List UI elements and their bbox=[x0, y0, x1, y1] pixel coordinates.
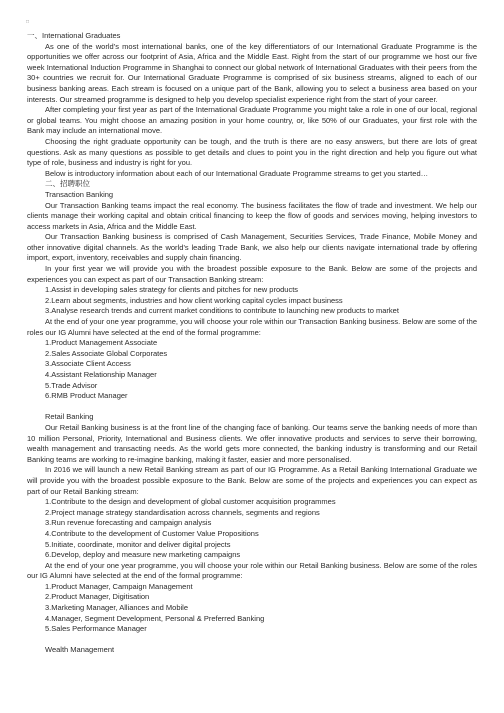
list-item: 3.Marketing Manager, Alliances and Mobile bbox=[45, 603, 188, 613]
list-item: 3.Run revenue forecasting and campaign analysis bbox=[45, 518, 212, 528]
subheading-transaction-banking: Transaction Banking bbox=[45, 189, 114, 199]
paragraph: At the end of your one year programme, you will choose your role within our Transaction Banking business. Below are some of the roles our IG Alumni have selected at the end of the formal programme: bbox=[27, 317, 477, 337]
paragraph: Below is introductory information about each of our International Graduate Programme streams to get you started… bbox=[45, 168, 429, 178]
paragraph: Our Transaction Banking teams impact the real economy. The business facilitates the flow of trade and investment. We help our clients manage their working capital and obtain critical financing to keep the flow of goods and services moving, helping investors to access markets in Asia, Africa and the Middle East. bbox=[27, 200, 477, 231]
list-item: 4.Assistant Relationship Manager bbox=[45, 370, 157, 379]
list-item: 3.Associate Client Access bbox=[45, 359, 131, 369]
list-item: 2.Project manage strategy standardisation across channels, segments and regions bbox=[45, 507, 320, 517]
paragraph: Our Transaction Banking business is comprised of Cash Management, Securities Services, Trade Finance, Mobile Money and other innovative digital channels. As the world’s leading Trade Bank, we also help our clients navigate international trade by offering import, export, inventory, receivables and supply chain financing. bbox=[27, 232, 477, 263]
paragraph: At the end of your one year programme, you will choose your role within our Retail Banking business. Below are some of the roles our IG Alumni have selected at the end of the formal programme: bbox=[27, 560, 477, 581]
paragraph: In your first year we will provide you with the broadest possible exposure to the Bank. Below are some of the projects and experiences you can expect as part of our Transaction Banking stream: bbox=[27, 264, 477, 284]
list-item: 4.Manager, Segment Development, Personal & Preferred Banking bbox=[45, 613, 265, 623]
paragraph: In 2016 we will launch a new Retail Banking stream as part of our IG Programme. As a Retail Banking International Graduate we will provide you with the broadest possible exposure to the Bank. Below are some of the projects and experiences you can expect as part of our Retail Banking stream: bbox=[27, 465, 477, 496]
document-body bbox=[27, 31, 477, 656]
subheading-wealth-management: Wealth Management bbox=[45, 645, 115, 655]
section-heading-international-graduates: 一、International Graduates bbox=[27, 31, 121, 40]
paragraph: After completing your first year as part of the International Graduate Programme you might take a role in one of our local, regional or global teams. You might choose an amazing position in your home country, or, like 50% of our Graduates, your first role with the Bank may include an international move. bbox=[27, 105, 477, 136]
subheading-retail-banking: Retail Banking bbox=[45, 412, 94, 422]
list-item: 6.RMB Product Manager bbox=[45, 391, 128, 401]
paragraph: As one of the world’s most international banks, one of the key differentiators of our International Graduate Programme is the opportunities we offer across our footprint of Asia, Africa and the Middle East. Right from the start of our programme we host our five week International Induction Programme in Shanghai to connect our global network of International Graduates with their peers from the 30+ countries we recruit for. Our International Graduate Programme is comprised of six business streams, aligned to each of our business banking areas. Each stream is focused on a unique part of the Bank, allowing you to select a business area based on your interests. Our streamed programme is designed to help you develop specialist experience right from the start of your career. bbox=[27, 41, 477, 104]
list-item: 5.Sales Performance Manager bbox=[45, 624, 147, 634]
spacer bbox=[27, 402, 477, 413]
list-item: 3.Analyse research trends and current market conditions to contribute to launching new products to market bbox=[45, 306, 399, 316]
list-item: 5.Trade Advisor bbox=[45, 380, 98, 390]
page-marker: □ bbox=[26, 19, 30, 25]
list-item: 4.Contribute to the development of Customer Value Propositions bbox=[45, 528, 259, 538]
list-item: 6.Develop, deploy and measure new marketing campaigns bbox=[45, 550, 241, 560]
list-item: 1.Assist in developing sales strategy for clients and pitches for new products bbox=[45, 285, 299, 295]
paragraph: Choosing the right graduate opportunity can be tough, and the truth is there are no easy answers, but there are lots of great questions. Ask as many questions as possible to get details and clues to point you in the right direction and help you figure out what type of role, business and industry is right for you. bbox=[27, 136, 477, 168]
list-item: 2.Learn about segments, industries and how client working capital cycles impact business bbox=[45, 295, 343, 305]
list-item: 1.Product Manager, Campaign Management bbox=[45, 581, 193, 591]
list-item: 5.Initiate, coordinate, monitor and deliver digital projects bbox=[45, 539, 231, 549]
paragraph: Our Retail Banking business is at the front line of the changing face of banking. Our teams serve the banking needs of more than 10 million Personal, Priority, International and Business clients. We offer innovative products and services to serve their borrowing, wealth management and transacting needs. As the world gets more connected, the banking industry is transforming and our Retail Banking teams are working to re-imagine banking, making it faster, easier and more personalised. bbox=[27, 422, 477, 464]
list-item: 2.Sales Associate Global Corporates bbox=[45, 348, 168, 358]
list-item: 1.Contribute to the design and development of global customer acquisition programmes bbox=[45, 497, 336, 507]
section-heading-positions: 二、招聘职位 bbox=[45, 179, 90, 189]
list-item: 2.Product Manager, Digitisation bbox=[45, 592, 150, 602]
list-item: 1.Product Management Associate bbox=[45, 338, 158, 348]
spacer bbox=[27, 635, 477, 646]
